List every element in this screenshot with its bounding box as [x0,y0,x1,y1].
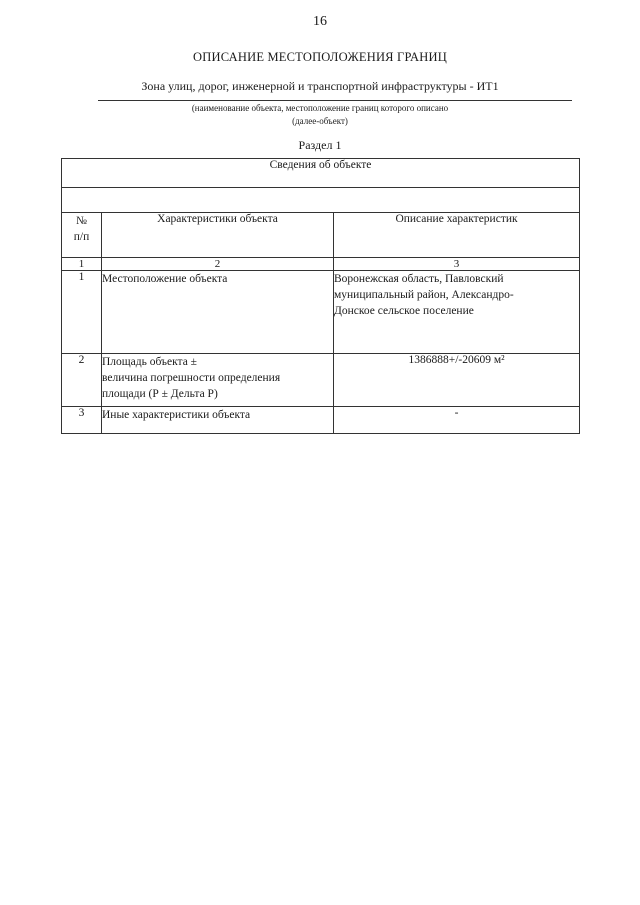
row-number: 2 [62,354,102,407]
col-header-num-line-1: № [76,215,87,227]
row-characteristic-line: Местоположение объекта [102,273,228,285]
object-name: Зона улиц, дорог, инженерной и транспортной инфраструктуры - ИТ1 [141,79,499,93]
section-label: Раздел 1 [298,138,342,152]
row-characteristic [102,407,334,434]
document-title: ОПИСАНИЕ МЕСТОПОЛОЖЕНИЯ ГРАНИЦ [193,50,447,64]
row-description [334,354,580,407]
row-description-line: Донское сельское поселение [334,305,474,317]
col-number-3: 3 [334,258,580,271]
empty-cell [62,188,580,213]
table-row [62,407,580,434]
object-name-underline [98,100,572,101]
row-description [334,271,580,354]
object-info-table [61,158,580,434]
col-header-characteristics: Характеристики объекта [102,213,334,258]
table-row [62,354,580,407]
object-name-caption-line-1: (наименование объекта, местоположение границ которого описано [191,103,449,113]
col-header-num-line-2: п/п [73,231,90,243]
col-number-1: 1 [62,258,102,271]
row-description-line: - [454,407,459,419]
col-number-2: 2 [102,258,334,271]
row-description [334,407,580,434]
object-name-caption-line-2: (далее-объект) [292,116,348,126]
column-number-row [62,258,580,271]
col-header-num [62,213,102,258]
row-characteristic [102,271,334,354]
col-header-description: Описание характеристик [334,213,580,258]
column-header-row [62,213,580,258]
row-number: 1 [62,271,102,354]
table-header-row [62,159,580,188]
table-header: Сведения об объекте [62,159,580,188]
row-description-line: Воронежская область, Павловский [334,273,504,285]
page-number: 16 [313,14,327,29]
table-empty-row [62,188,580,213]
row-characteristic-line: площади (Р ± Дельта Р) [102,388,218,400]
table-row [62,271,580,354]
row-characteristic [102,354,334,407]
row-characteristic-line: Площадь объекта ± [102,356,197,368]
row-characteristic-line: величина погрешности определения [102,372,281,384]
row-characteristic-line: Иные характеристики объекта [102,409,251,421]
row-description-line: муниципальный район, Александро- [334,289,514,301]
row-number: 3 [62,407,102,434]
row-description-line: 1386888+/-20609 м² [408,354,505,366]
